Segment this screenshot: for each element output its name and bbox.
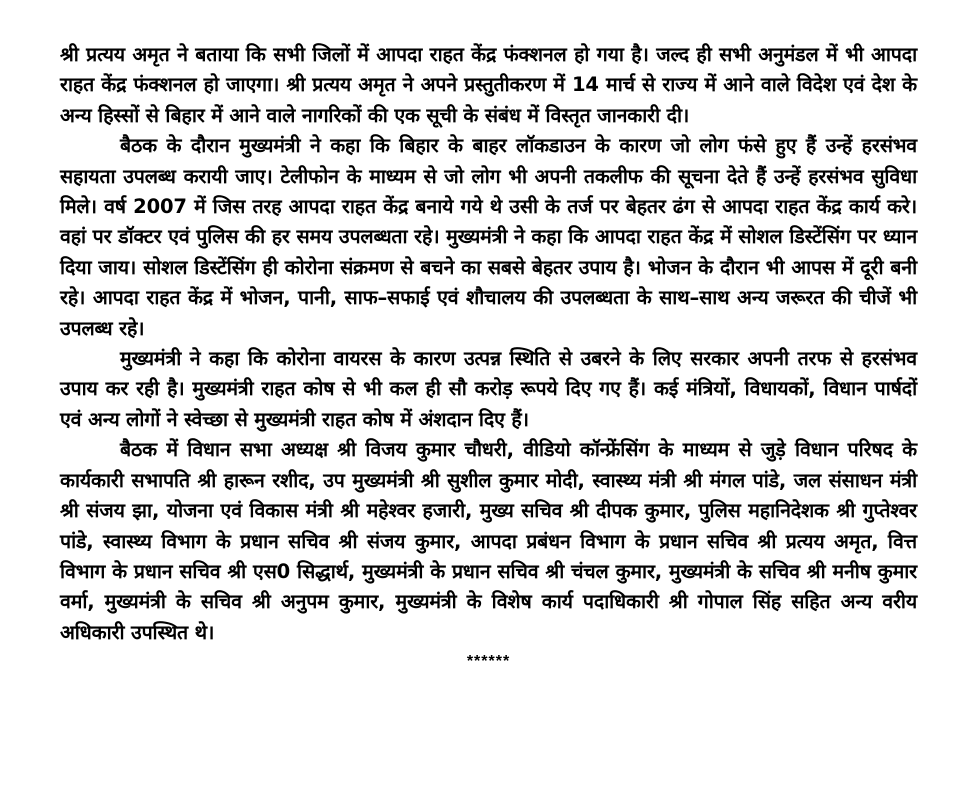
paragraph-attendees: बैठक में विधान सभा अध्यक्ष श्री विजय कुमार चौधरी, वीडियो कॉन्फ्रेंसिंग के माध्यम से जुड़े विधान परिषद के कार्यकारी सभापति श्री हारून रशीद, उप मुख्यमंत्री श्री सुशील कुमार मोदी, स्वास्थ्य मंत्री श्री मंगल पांडे, जल संसाधन मंत्री श्री संजय झा, योजना एवं विकास मंत्री श्री महेश्वर हजारी, मुख्य सचिव श्री दीपक कुमार, पुलिस महानिदेशक श्री गुप्तेश्वर पांडे, स्वास्थ्य विभाग के प्रधान सचिव श्री संजय कुमार, आपदा प्रबंधन विभाग के प्रधान सचिव श्री प्रत्यय अमृत, वित्त विभाग के प्रधान सचिव श्री एस0 सिद्धार्थ, मुख्यमंत्री के प्रधान सचिव श्री चंचल कुमार, मुख्यमंत्री के सचिव श्री मनीष कुमार वर्मा, मुख्यमंत्री के सचिव श्री अनुपम कुमार, मुख्यमंत्री के विशेष कार्य पदाधिकारी श्री गोपाल सिंह सहित अन्य वरीय अधिकारी उपस्थित थे।: [60, 438, 917, 644]
paragraph-meeting-instructions: बैठक के दौरान मुख्यमंत्री ने कहा कि बिहार के बाहर लॉकडाउन के कारण जो लोग फंसे हुए हैं उन्हें हरसंभव सहायता उपलब्ध करायी जाए। टेलीफोन के माध्यम से जो लोग भी अपनी तकलीफ की सूचना देते हैं उन्हें हरसंभव सुविधा मिले। वर्ष 2007 में जिस तरह आपदा राहत केंद्र बनाये गये थे उसी के तर्ज पर बेहतर ढंग से आपदा राहत केंद्र कार्य करे। वहां पर डॉक्टर एवं पुलिस की हर समय उपलब्धता रहे। मुख्यमंत्री ने कहा कि आपदा राहत केंद्र में सोशल डिस्टेंसिंग पर ध्यान दिया जाय। सोशल डिस्टेंसिंग ही कोरोना संक्रमण से बचने का सबसे बेहतर उपाय है। भोजन के दौरान भी आपस में दूरी बनी रहे। आपदा राहत केंद्र में भोजन, पानी, साफ–सफाई एवं शौचालय की उपलब्धता के साथ–साथ अन्य जरूरत की चीजें भी उपलब्ध रहे।: [60, 134, 917, 340]
paragraph-relief-centres: श्री प्रत्यय अमृत ने बताया कि सभी जिलों में आपदा राहत केंद्र फंक्शनल हो गया है। जल्द ही सभी अनुमंडल में भी आपदा राहत केंद्र फंक्शनल हो जाएगा। श्री प्रत्यय अमृत ने अपने प्रस्तुतीकरण में 14 मार्च से राज्य में आने वाले विदेश एवं देश के अन्य हिस्सों से बिहार में आने वाले नागरिकों की एक सूची के संबंध में विस्तृत जानकारी दी।: [60, 43, 917, 127]
end-marker: ******: [466, 653, 511, 671]
paragraph-relief-fund: मुख्यमंत्री ने कहा कि कोरोना वायरस के कारण उत्पन्न स्थिति से उबरने के लिए सरकार अपनी तरफ से हरसंभव उपाय कर रही है। मुख्यमंत्री राहत कोष से भी कल ही सौ करोड़ रूपये दिए गए हैं। कई मंत्रियों, विधायकों, विधान पार्षदों एवं अन्य लोगों ने स्वेच्छा से मुख्यमंत्री राहत कोष में अंशदान दिए हैं।: [60, 347, 917, 431]
document-page: [60, 40, 917, 676]
